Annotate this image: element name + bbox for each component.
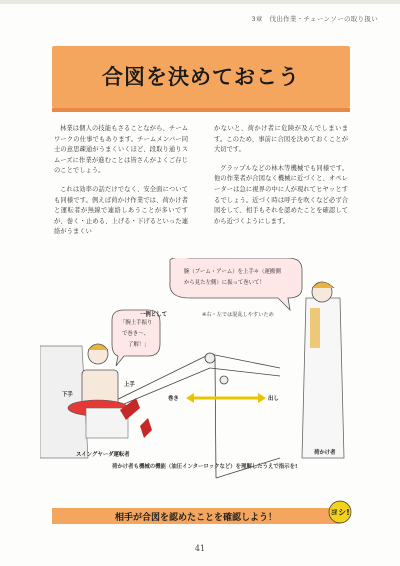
label-hooker: 荷かけ者	[314, 450, 336, 456]
hooker-figure	[302, 282, 344, 458]
title-band	[52, 46, 350, 108]
yoshi-stamp	[322, 498, 356, 524]
check-band	[52, 508, 340, 524]
body-column-left	[54, 124, 188, 246]
bubble-line: から見た左側）に振って巻いて！	[184, 280, 265, 286]
bubble-line: で巻き～、	[122, 331, 149, 337]
bubble-line: 了解！」	[128, 342, 150, 348]
paragraph: これは効率の話だけでなく、安全面についても同様です。例えば荷かけ作業では、荷かけ者と運転者が無線で連絡しあうことが多いですが、巻く・止める、上げる・下げるといった連絡がうまくい	[54, 185, 188, 236]
stamp-text: ヨシ!	[330, 508, 350, 517]
label-shimote: 下手	[62, 392, 73, 398]
label-maki: 巻き	[168, 396, 179, 402]
bubble-line: 「腕上手振り	[120, 320, 153, 326]
label-dashi: 出し	[268, 396, 279, 402]
example-label: 一例として	[140, 312, 167, 318]
body-column-right	[214, 124, 348, 235]
speech-bubble-hooker	[170, 258, 302, 310]
label-operator: スイングヤーダ運転者	[76, 452, 130, 458]
speech-bubble-operator	[112, 310, 160, 366]
label-uwate: 上手	[124, 382, 135, 388]
bubble-line: 腕（ブーム・アーム）を上手＊（運搬側	[184, 269, 281, 275]
check-text: 相手が合図を認めたことを確認しよう！	[114, 513, 277, 523]
paragraph: かないと、荷かけ者に危険が及んでしまいます。このため、事前に合図を決めておくことが大切です。	[214, 125, 348, 154]
operator-figure	[40, 344, 152, 458]
paragraph: 林業は個人の技能もさることながら、チームワークの仕事でもあります。チームメンバー同士の意思疎通がうまくいくほど、段取り通りスムーズに作業が進むことは皆さんがよくご存じのことでしょう。	[54, 125, 188, 175]
caption: 荷かけ者も機械の機能（油圧インターロックなど）を理解したうえで指示を!	[112, 464, 298, 470]
chapter-header: 3章 伐出作業・チェーンソーの取り扱い	[251, 15, 378, 23]
page-title: 合図を決めておこう	[102, 65, 300, 89]
direction-arrow	[168, 393, 279, 403]
page-number: 41	[194, 544, 206, 553]
note-label: ※右・左では混乱しやすいため	[202, 312, 274, 318]
paragraph: グラップルなどの林木等機械でも同様です。他の作業者が合図なく機械に近づくと、オペレーターは急に視界の中に人が現れてヒヤッとするでしょう。近づく時は呼子を吹くなど必ず合図をして、相手もそれを認めたことを確認してから近づくようにします。	[214, 164, 348, 225]
top-rule	[0, 0, 400, 4]
